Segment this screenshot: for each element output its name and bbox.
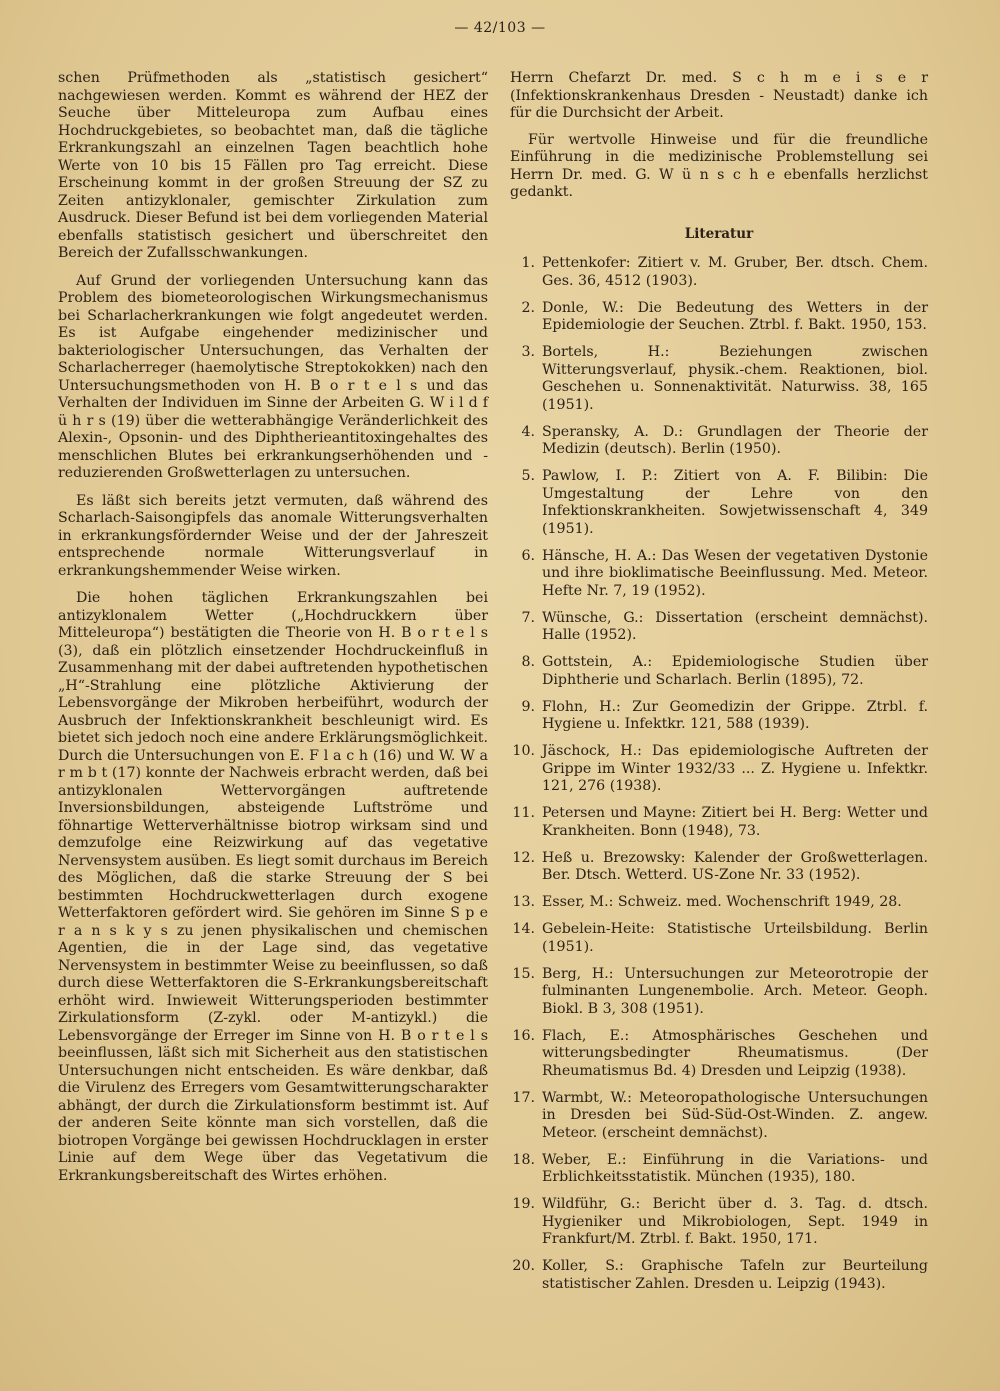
reference-item — [510, 1152, 928, 1187]
reference-number: 8. — [521, 654, 535, 670]
reference-number: 4. — [521, 423, 535, 440]
reference-item — [510, 424, 928, 459]
reference-text: Donle, W.: Die Bedeutung des Wetters in der Epidemiologie der Seuchen. Ztrbl. f. Bakt. 1950, 153. — [542, 299, 928, 333]
reference-number: 1. — [521, 255, 535, 271]
reference-number: 17. — [512, 1089, 535, 1106]
reference-number: 19. — [512, 1196, 535, 1212]
reference-list — [510, 255, 928, 1293]
reference-item — [510, 1090, 928, 1143]
reference-text: Flohn, H.: Zur Geomedizin der Grippe. Ztrbl. f. Hygiene u. Infektkr. 121, 588 (1939). — [542, 698, 928, 732]
reference-item — [510, 1258, 928, 1293]
reference-number: 5. — [521, 468, 535, 484]
body-paragraph: Es läßt sich bereits jetzt vermuten, daß während des Scharlach-Saisongipfels das anomale Witterungsverhalten in erkrankungsfördernder Weise und der der Jahreszeit entsprechende normale Witterungsverlauf in erkrankungshemmender Weise wirken. — [58, 492, 488, 579]
reference-text: Wildführ, G.: Bericht über d. 3. Tag. d. dtsch. Hygieniker und Mikrobiologen, Sept. 1949 in Frankfurt/M. Ztrbl. f. Bakt. 1950, 171. — [542, 1196, 928, 1247]
reference-number: 12. — [512, 849, 535, 866]
reference-text: Wünsche, G.: Dissertation (erscheint demnächst). Halle (1952). — [542, 609, 928, 643]
right-column — [510, 70, 928, 1303]
reference-number: 3. — [521, 344, 535, 360]
reference-item — [510, 300, 928, 335]
reference-item — [510, 894, 928, 912]
reference-number: 10. — [512, 743, 535, 759]
reference-text: Heß u. Brezowsky: Kalender der Großwetterlagen. Ber. Dtsch. Wetterd. US-Zone Nr. 33 (1952). — [542, 849, 928, 883]
reference-text: Pawlow, I. P.: Zitiert von A. F. Bilibin: Die Umgestaltung der Lehre von den Infektionskrankheiten. Sowjetwissenschaft 4, 349 (1951). — [542, 468, 928, 537]
reference-number: 11. — [512, 805, 535, 821]
body-paragraph: schen Prüfmethoden als „statistisch gesichert“ nachgewiesen werden. Kommt es während der HEZ der Seuche über Mitteleuropa zum Aufbau eines Hochdruckgebietes, so beobachtet man, daß die tägliche Erkrankungszahl an einzelnen Tagen beachtlich hohe Werte von 10 bis 15 Fällen pro Tag erreicht. Diese Erscheinung kommt in der großen Streuung der SZ zu Zeiten antizyklonaler, gemischter Zirkulation zum Ausdruck. Dieser Befund ist bei dem vorliegenden Material ebenfalls statistisch gesichert und überschreitet den Bereich der Zufallsschwankungen. — [58, 70, 488, 261]
reference-number: 7. — [521, 609, 535, 626]
reference-number: 20. — [512, 1258, 535, 1274]
reference-text: Jäschock, H.: Das epidemiologische Auftreten der Grippe im Winter 1932/33 ... Z. Hygiene u. Infektkr. 121, 276 (1938). — [542, 743, 928, 794]
reference-text: Berg, H.: Untersuchungen zur Meteorotropie der fulminanten Lungenembolie. Arch. Meteor. Geoph. Biokl. B 3, 308 (1951). — [542, 965, 928, 1017]
reference-number: 2. — [521, 299, 535, 316]
reference-item — [510, 699, 928, 734]
reference-text: Flach, E.: Atmosphärisches Geschehen und witterungsbedingter Rheumatismus. (Der Rheumatismus Bd. 4) Dresden und Leipzig (1938). — [542, 1027, 928, 1079]
body-paragraph: Die hohen täglichen Erkrankungszahlen bei antizyklonalem Wetter („Hochdruckkern über Mitteleuropa“) bestätigten die Theorie von H. B o r t e l s (3), daß ein plötzlich einsetzender Hochdruckeinfluß in Zusammenhang mit der dabei auftretenden hypothetischen „H“-Strahlung eine plötzliche Aktivierung der Lebensvorgänge der Mikroben herbeiführt, wodurch der Ausbruch der Infektionskrankheit beschleunigt wird. Es bietet sich jedoch noch eine andere Erklärungsmöglichkeit. Durch die Untersuchungen von E. F l a c h (16) und W. W a r m b t (17) konnte der Nachweis erbracht werden, daß bei antizyklonalen Wettervorgängen auftretende Inversionsbildungen, absteigende Luftströme und föhnartige Wetterverhältnisse biotrop wirksam sind und demzufolge eine Reizwirkung auf das vegetative Nervensystem ausüben. Es liegt somit durchaus im Bereich des Möglichen, daß die starke Streuung der S bei bestimmten Hochdruckwetterlagen durch exogene Wetterfaktoren gefördert wird. Sie gehören im Sinne S p e r a n s k y s zu jenen physikalischen und chemischen Agentien, die in der Lage sind, das vegetative Nervensystem in bestimmter Weise zu beeinflussen, so daß durch diese Wetterfaktoren die S-Erkrankungsbereitschaft erhöht wird. Inwieweit Witterungsperioden bestimmter Zirkulationsform (Z-zykl. oder M-antizykl.) die Lebensvorgänge der Erreger im Sinne von H. B o r t e l s beeinflussen, läßt sich mit Sicherheit aus den statistischen Untersuchungen nicht entscheiden. Es wäre denkbar, daß die Virulenz des Erregers vom Gesamtwitterungscharakter abhängt, der durch die Zirkulationsform bestimmt ist. Auf der anderen Seite könnte man sich vorstellen, daß die biotropen Vorgänge bei gewissen Hochdrucklagen in erster Linie auf dem Wege über das Vegetativum die Erkrankungsbereitschaft des Wirtes erhöhen. — [58, 590, 488, 1184]
reference-item — [510, 966, 928, 1019]
page-number: — 42/103 — — [454, 20, 546, 36]
reference-text: Speransky, A. D.: Grundlagen der Theorie der Medizin (deutsch). Berlin (1950). — [542, 423, 928, 457]
reference-number: 14. — [512, 921, 535, 937]
reference-number: 6. — [521, 547, 535, 564]
reference-item — [510, 344, 928, 414]
reference-item — [510, 468, 928, 538]
reference-text: Bortels, H.: Beziehungen zwischen Witterungsverlauf, physik.-chem. Reaktionen, biol. Geschehen u. Sonnenaktivität. Naturwiss. 38, 165 (1951). — [542, 344, 928, 413]
reference-text: Petersen und Mayne: Zitiert bei H. Berg: Wetter und Krankheiten. Bonn (1948), 73. — [542, 805, 928, 839]
reference-item — [510, 255, 928, 290]
left-column — [58, 70, 488, 1195]
reference-number: 16. — [512, 1027, 535, 1044]
reference-item — [510, 805, 928, 840]
reference-text: Esser, M.: Schweiz. med. Wochenschrift 1949, 28. — [542, 894, 902, 910]
body-paragraph: Auf Grund der vorliegenden Untersuchung kann das Problem des biometeorologischen Wirkungsmechanismus bei Scharlacherkrankungen wie folgt angedeutet werden. Es ist Aufgabe eingehender medizinischer und bakteriologischer Untersuchungen, das Verhalten der Scharlacherreger (haemolytische Streptokokken) nach den Untersuchungsmethoden von H. B o r t e l s und das Verhalten der Individuen im Sinne der Arbeiten G. W i l d f ü h r s (19) über die wetterabhängige Veränderlichkeit des Alexin-, Opsonin- und des Diphtherieantitoxingehaltes des menschlichen Blutes bei erkrankungserhöhenden und -reduzierenden Großwetterlagen zu untersuchen. — [58, 272, 488, 481]
reference-text: Koller, S.: Graphische Tafeln zur Beurteilung statistischer Zahlen. Dresden u. Leipzig (1943). — [542, 1258, 928, 1292]
reference-text: Warmbt, W.: Meteoropathologische Untersuchungen in Dresden bei Süd-Süd-Ost-Winden. Z. angew. Meteor. (erscheint demnächst). — [542, 1089, 928, 1141]
reference-item — [510, 1028, 928, 1081]
reference-number: 18. — [512, 1151, 535, 1168]
acknowledgement-paragraph: Für wertvolle Hinweise und für die freundliche Einführung in die medizinische Problemstellung sei Herrn Dr. med. G. W ü n s c h e ebenfalls herzlichst gedankt. — [510, 131, 928, 200]
reference-item — [510, 1196, 928, 1249]
reference-text: Gebelein-Heite: Statistische Urteilsbildung. Berlin (1951). — [542, 921, 928, 955]
reference-item — [510, 548, 928, 601]
reference-number: 13. — [512, 894, 535, 910]
reference-text: Gottstein, A.: Epidemiologische Studien über Diphtherie und Scharlach. Berlin (1895), 72. — [542, 654, 928, 688]
reference-item — [510, 743, 928, 796]
reference-text: Pettenkofer: Zitiert v. M. Gruber, Ber. dtsch. Chem. Ges. 36, 4512 (1903). — [542, 255, 928, 289]
reference-number: 9. — [521, 698, 535, 715]
acknowledgement-paragraph: Herrn Chefarzt Dr. med. S c h m e i s e r (Infektionskrankenhaus Dresden - Neustadt) danke ich für die Durchsicht der Arbeit. — [510, 70, 928, 121]
reference-item — [510, 654, 928, 689]
reference-item — [510, 921, 928, 956]
reference-text: Weber, E.: Einführung in die Variations- und Erblichkeitsstatistik. München (1935), 180. — [542, 1151, 928, 1185]
literature-heading: Literatur — [684, 225, 754, 242]
reference-text: Hänsche, H. A.: Das Wesen der vegetativen Dystonie und ihre bioklimatische Beeinflussung. Med. Meteor. Hefte Nr. 7, 19 (1952). — [542, 547, 928, 599]
reference-item — [510, 610, 928, 645]
reference-number: 15. — [512, 965, 535, 982]
reference-item — [510, 850, 928, 885]
